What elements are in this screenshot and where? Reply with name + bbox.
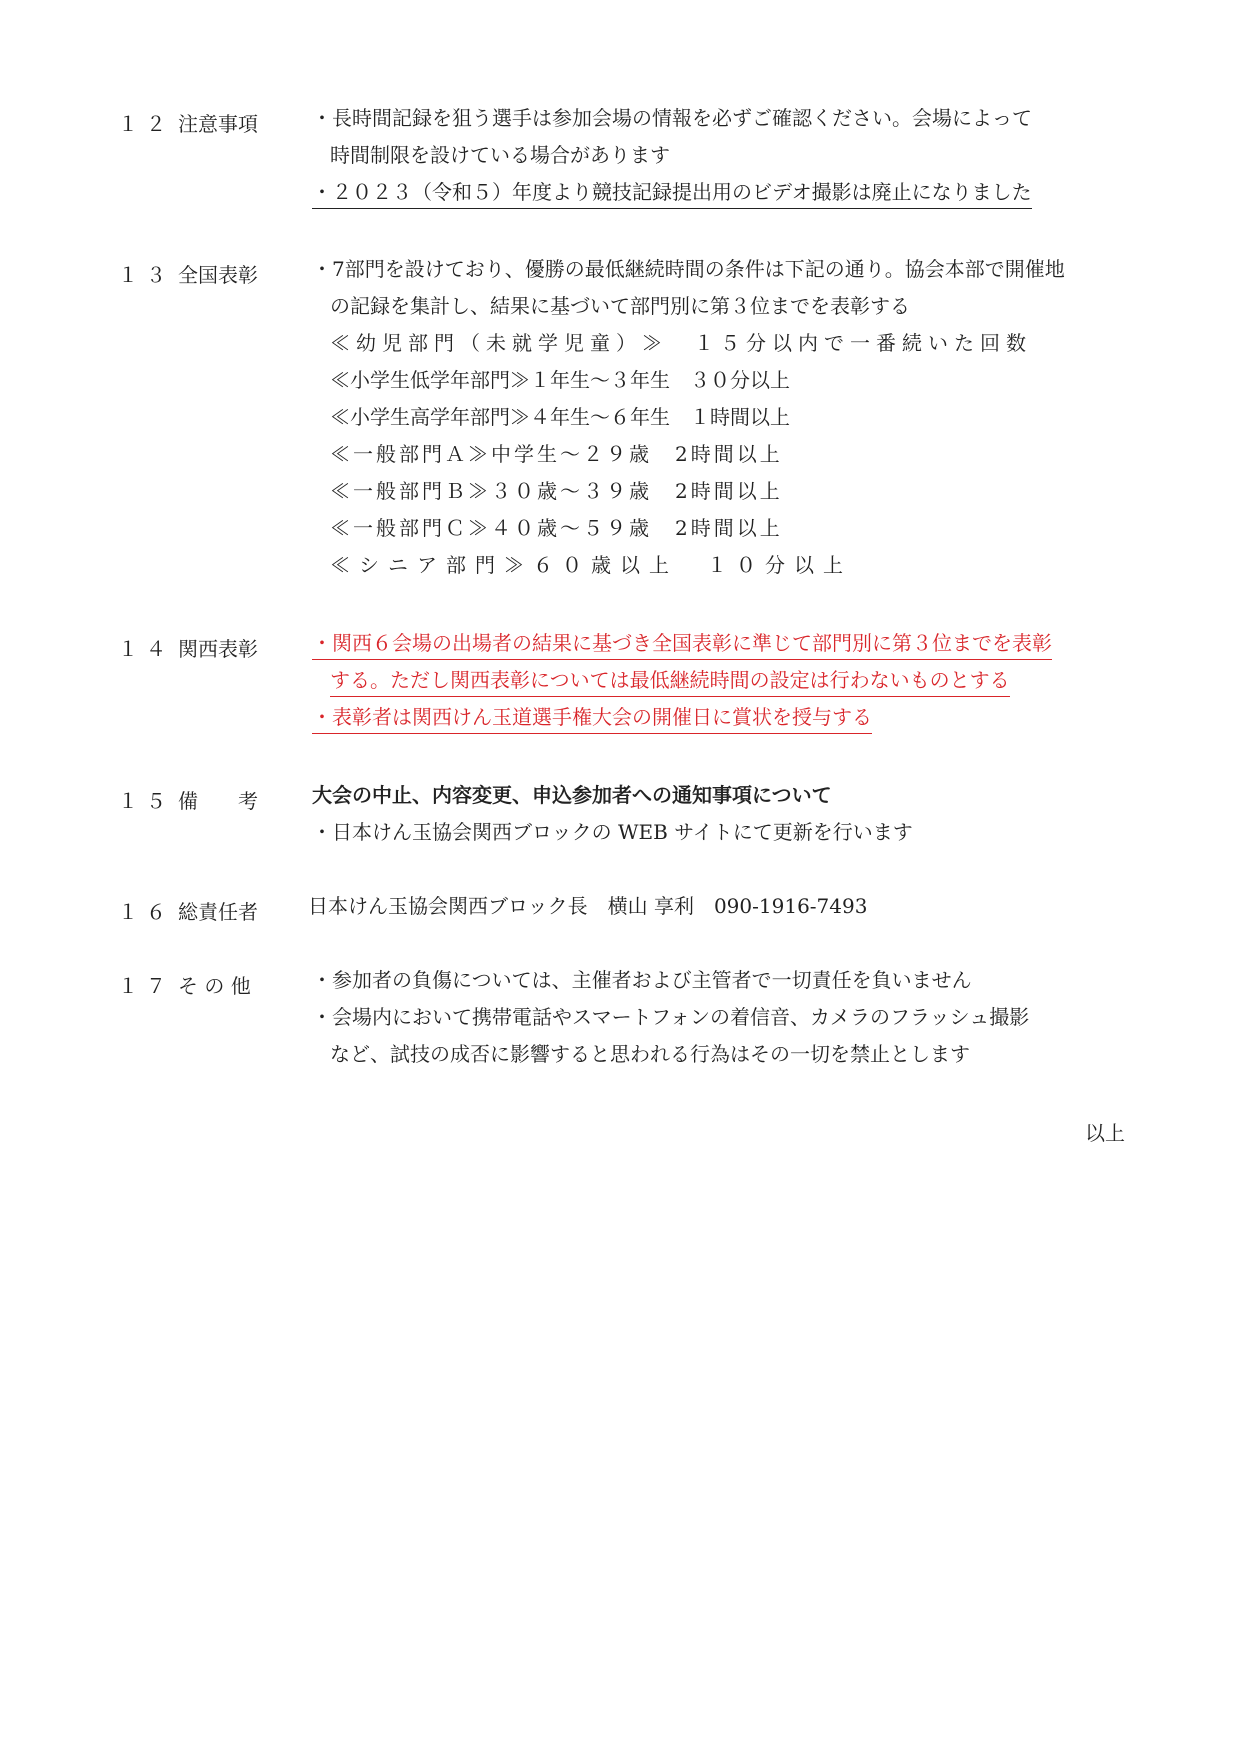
- section-label: そ の 他: [178, 974, 251, 998]
- section-label: 備 考: [178, 789, 258, 813]
- responsible-person: 日本けん玉協会関西ブロック長 横山 享利 090-1916-7493: [308, 894, 868, 918]
- kansai-award-line: ・関西６会場の出場者の結果に基づき全国表彰に準じて部門別に第３位までを表彰: [312, 633, 1052, 660]
- section-number: １７: [118, 974, 174, 998]
- section-number: １５: [118, 789, 174, 813]
- kansai-award-line: ・表彰者は関西けん玉道選手権大会の開催日に賞状を授与する: [312, 707, 872, 734]
- section-number: １３: [118, 263, 174, 287]
- category-row: ≪一般部門Ｂ≫３０歳～３９歳 2時間以上: [330, 479, 783, 503]
- category-row: ≪シニア部門≫６０歳以上 １０分以上: [330, 553, 852, 577]
- kansai-award-line: する。ただし関西表彰については最低継続時間の設定は行わないものとする: [330, 670, 1010, 697]
- category-row: ≪一般部門Ｃ≫４０歳～５９歳 2時間以上: [330, 516, 783, 540]
- other-line: など、試技の成否に影響すると思われる行為はその一切を禁止とします: [330, 1042, 970, 1066]
- section-label: 関西表彰: [178, 637, 258, 661]
- other-line: ・参加者の負傷については、主催者および主管者で一切責任を負いません: [312, 968, 972, 992]
- section-label: 注意事項: [178, 112, 258, 136]
- remarks-heading: 大会の中止、内容変更、申込参加者への通知事項について: [312, 783, 832, 807]
- remarks-line: ・日本けん玉協会関西ブロックの WEB サイトにて更新を行います: [312, 820, 913, 844]
- notice-line-underlined: ・２０２３（令和５）年度より競技記録提出用のビデオ撮影は廃止になりました: [312, 182, 1032, 209]
- section-number: １２: [118, 112, 174, 136]
- category-row: ≪幼児部門（未就学児童）≫ １５分以内で一番続いた回数: [330, 331, 1032, 355]
- other-line: ・会場内において携帯電話やスマートフォンの着信音、カメラのフラッシュ撮影: [312, 1005, 1030, 1029]
- section-label: 総責任者: [178, 900, 258, 924]
- notice-line: ・長時間記録を狙う選手は参加会場の情報を必ずご確認ください。会場によって: [312, 106, 1032, 130]
- award-line: ・7部門を設けており、優勝の最低継続時間の条件は下記の通り。協会本部で開催地: [312, 257, 1065, 281]
- award-line: の記録を集計し、結果に基づいて部門別に第３位までを表彰する: [330, 294, 910, 318]
- category-row: ≪小学生高学年部門≫４年生～６年生 １時間以上: [330, 405, 790, 429]
- section-number: １６: [118, 900, 174, 924]
- category-row: ≪小学生低学年部門≫１年生～３年生 ３０分以上: [330, 368, 790, 392]
- closing-mark: 以上: [1085, 1121, 1125, 1145]
- section-label: 全国表彰: [178, 263, 258, 287]
- section-number: １４: [118, 637, 174, 661]
- category-row: ≪一般部門Ａ≫中学生～２９歳 2時間以上: [330, 442, 783, 466]
- notice-line: 時間制限を設けている場合があります: [330, 143, 670, 167]
